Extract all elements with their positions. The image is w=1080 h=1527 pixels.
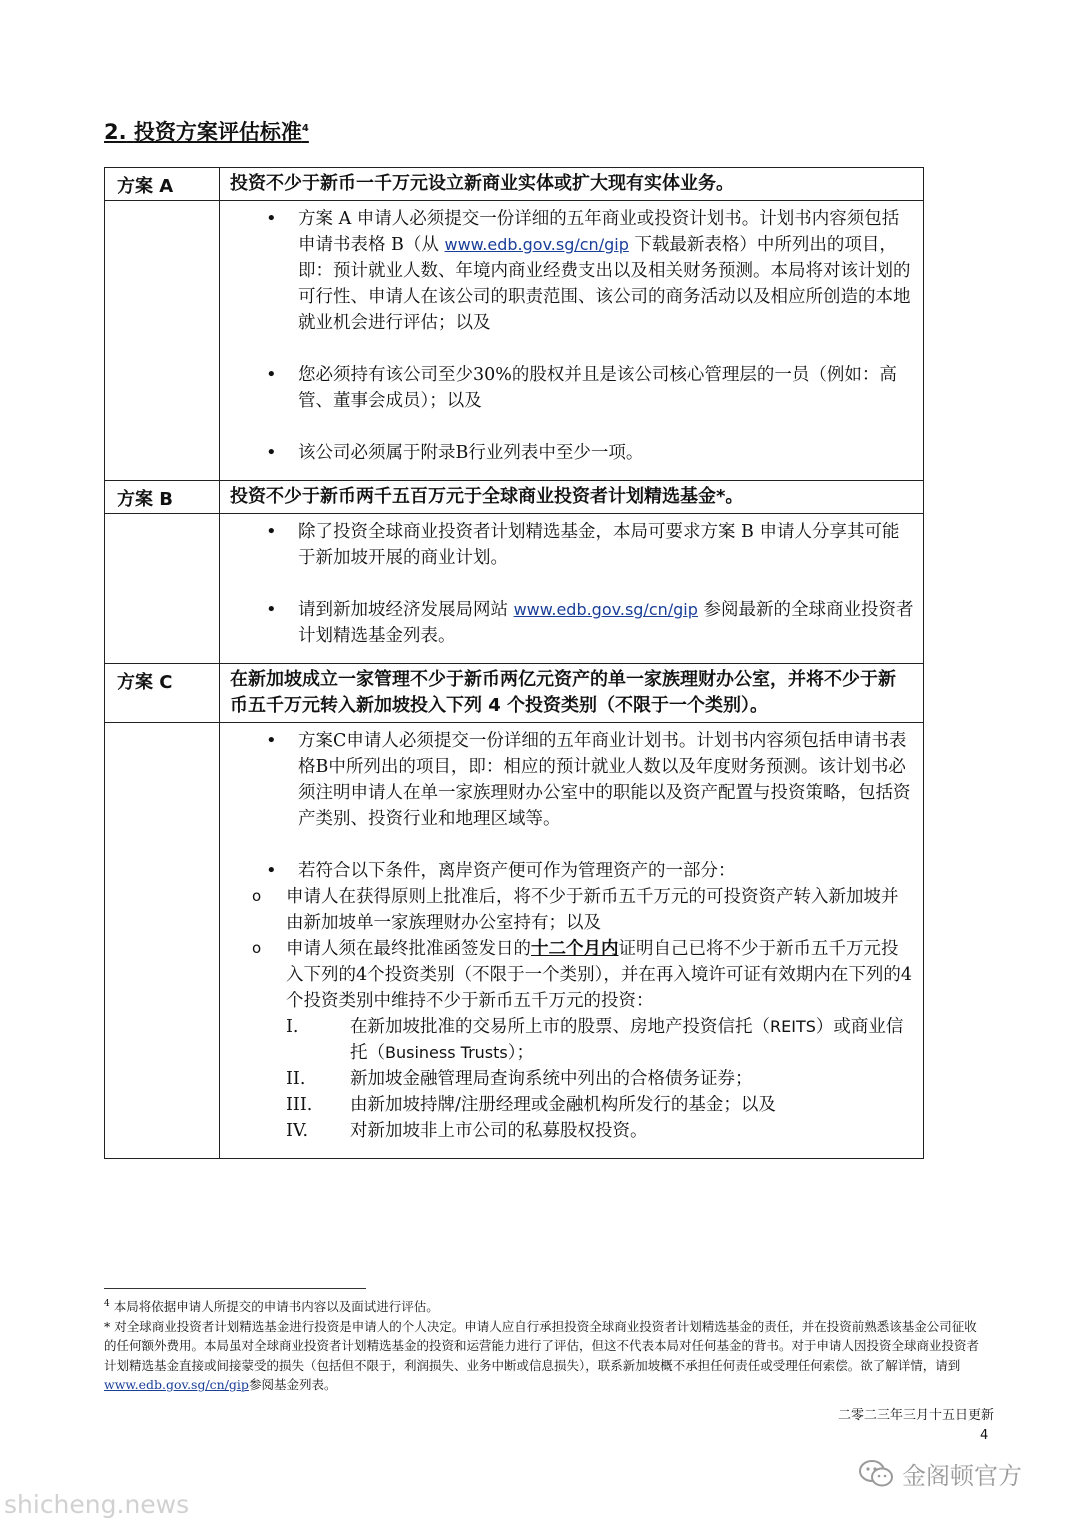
option-a-body-row xyxy=(105,201,924,481)
option-c-title-row xyxy=(105,664,924,723)
option-c-sub-2: o 申请人须在最终批准函签发日的十二个月内证明自己已将不少于新币五千万元投入下列的4个投资类别（不限于一个类别），并在再入境许可证有效期内在下列的4个投资类别中维持不少于新币五千万元的投资： I. 在新加坡批准的交易所上市的股票、房地产投资信托（REITS）或商业信托（Business Trusts）； II. 新加坡金融管理局查询系统中列出的合格债务证券； III. 由新加坡持牌/注册经理或金融机构所发行的基金；以及 IV. 对新加坡非上市公司的私募股权投资。 xyxy=(220,936,915,1144)
edb-gip-link[interactable]: www.edb.gov.sg/cn/gip xyxy=(513,600,698,619)
page-number: 4 xyxy=(980,1428,989,1443)
option-a-title: 投资不少于新币一千万元设立新商业实体或扩大现有实体业务。 xyxy=(220,168,924,201)
option-b-body xyxy=(220,514,924,664)
option-b-title-row xyxy=(105,481,924,514)
footnotes xyxy=(104,1295,984,1395)
investment-category-1: I. 在新加坡批准的交易所上市的股票、房地产投资信托（REITS）或商业信托（Business Trusts）； xyxy=(286,1017,904,1063)
footnote-4: $^4$ 本局将依据申请人所提交的申请书内容以及面试进行评估。 xyxy=(104,1299,439,1315)
option-b-label-spacer xyxy=(105,514,220,664)
option-a-label-spacer xyxy=(105,201,220,481)
option-c-label: 方案 C xyxy=(105,664,220,723)
investment-options-table xyxy=(104,167,924,1159)
edb-gip-link[interactable]: www.edb.gov.sg/cn/gip xyxy=(444,235,629,254)
investment-category-4: IV. 对新加坡非上市公司的私募股权投资。 xyxy=(286,1121,648,1141)
footnote-divider xyxy=(104,1288,366,1289)
footnote-star: * 对全球商业投资者计划精选基金进行投资是申请人的个人决定。申请人应自行承担投资全球商业投资者计划精选基金的责任，并在投资前熟悉该基金公司征收的任何额外费用。本局虽对全球商业投资者计划精选基金的投资和运营能力进行了评估，但这不代表本局对任何基金的背书。对于申请人因投资全球商业投资者计划精选基金直接或间接蒙受的损失（包括但不限于，利润损失、业务中断或信息损失），联系新加坡概不承担任何责任或受理任何索偿。欲了解详情，请到www.edb.gov.sg/cn/gip参阅基金列表。 xyxy=(104,1318,980,1393)
option-c-body-row xyxy=(105,723,924,1159)
option-b-label: 方案 B xyxy=(105,481,220,514)
option-c-body xyxy=(220,723,924,1159)
option-c-title: 在新加坡成立一家管理不少于新币两亿元资产的单一家族理财办公室，并将不少于新币五千万元转入新加坡投入下列 4 个投资类别（不限于一个类别）。 xyxy=(220,664,924,723)
investment-category-2: II. 新加坡金融管理局查询系统中列出的合格债务证券； xyxy=(286,1069,753,1089)
site-watermark: shicheng.news xyxy=(4,1490,190,1519)
option-b-body-row xyxy=(105,514,924,664)
option-a-bullet-3: • 该公司必须属于附录B行业列表中至少一项。 xyxy=(220,440,915,466)
option-c-label-spacer xyxy=(105,723,220,1159)
option-b-bullet-2: • 请到新加坡经济发展局网站 www.edb.gov.sg/cn/gip 参阅最新的全球商业投资者计划精选基金列表。 xyxy=(220,597,915,649)
section-heading xyxy=(104,116,309,146)
wechat-icon xyxy=(858,1459,894,1489)
twelve-months-emphasis: 十二个月内 xyxy=(531,939,619,959)
footnote-gip-link[interactable]: www.edb.gov.sg/cn/gip xyxy=(104,1377,249,1393)
option-c-bullet-1: • 方案C申请人必须提交一份详细的五年商业计划书。计划书内容须包括申请书表格B中所列出的项目，即：相应的预计就业人数以及年度财务预测。该计划书必须注明申请人在单一家族理财办公室中的职能以及资产配置与投资策略，包括资产类别、投资行业和地理区域等。 xyxy=(220,728,915,832)
option-c-sub-1: o 申请人在获得原则上批准后，将不少于新币五千万元的可投资资产转入新加坡并由新加坡单一家族理财办公室持有；以及 xyxy=(220,884,915,936)
option-a-bullet-1: • 方案 A 申请人必须提交一份详细的五年商业或投资计划书。计划书内容须包括申请书表格 B（从 www.edb.gov.sg/cn/gip 下载最新表格）中所列出的项目，即：预计就业人数、年境内商业经费支出以及相关财务预测。本局将对该计划的可行性、申请人在该公司的职责范围、该公司的商务活动以及相应所创造的本地就业机会进行评估；以及 xyxy=(220,206,915,336)
investment-category-3: III. 由新加坡持牌/注册经理或金融机构所发行的基金；以及 xyxy=(286,1095,776,1115)
option-a-label: 方案 A xyxy=(105,168,220,201)
footnote-ref: 4 xyxy=(301,123,309,134)
option-a-body xyxy=(220,201,924,481)
option-c-bullet-2: • 若符合以下条件，离岸资产便可作为管理资产的一部分： o 申请人在获得原则上批准后，将不少于新币五千万元的可投资资产转入新加坡并由新加坡单一家族理财办公室持有；以及 o 申请人须在最终批准函签发日的十二个月内证明自己已将不少于新币五千万元投入下列的4个投资类别（不限于一个类别），并在再入境许可证有效期内在下列的4个投资类别中维持不少于新币五千万元的投资： I. 在新加坡批准的交易所上市的股票、房地产投资信托（REITS）或商业信托（Business Trusts）； II. 新加坡金融管理局查询系统中列出的合格债务证券； III. 由新加坡持牌/注册经理或金融机构所发行的基金；以及 IV. 对新加坡非上市公司的私募股权投资。 xyxy=(220,858,915,1144)
option-b-title: 投资不少于新币两千五百万元于全球商业投资者计划精选基金*。 xyxy=(220,481,924,514)
update-date: 二零二三年三月十五日更新 xyxy=(838,1408,995,1423)
section-number: 2. xyxy=(104,120,127,144)
account-watermark: 金阁顿官方 xyxy=(858,1456,1022,1491)
option-a-title-row xyxy=(105,168,924,201)
section-title: 投资方案评估标准 xyxy=(133,120,302,144)
option-b-bullet-1: • 除了投资全球商业投资者计划精选基金，本局可要求方案 B 申请人分享其可能于新加坡开展的商业计划。 xyxy=(220,519,915,571)
option-a-bullet-2: • 您必须持有该公司至少30%的股权并且是该公司核心管理层的一员（例如：高管、董事会成员）；以及 xyxy=(220,362,915,414)
